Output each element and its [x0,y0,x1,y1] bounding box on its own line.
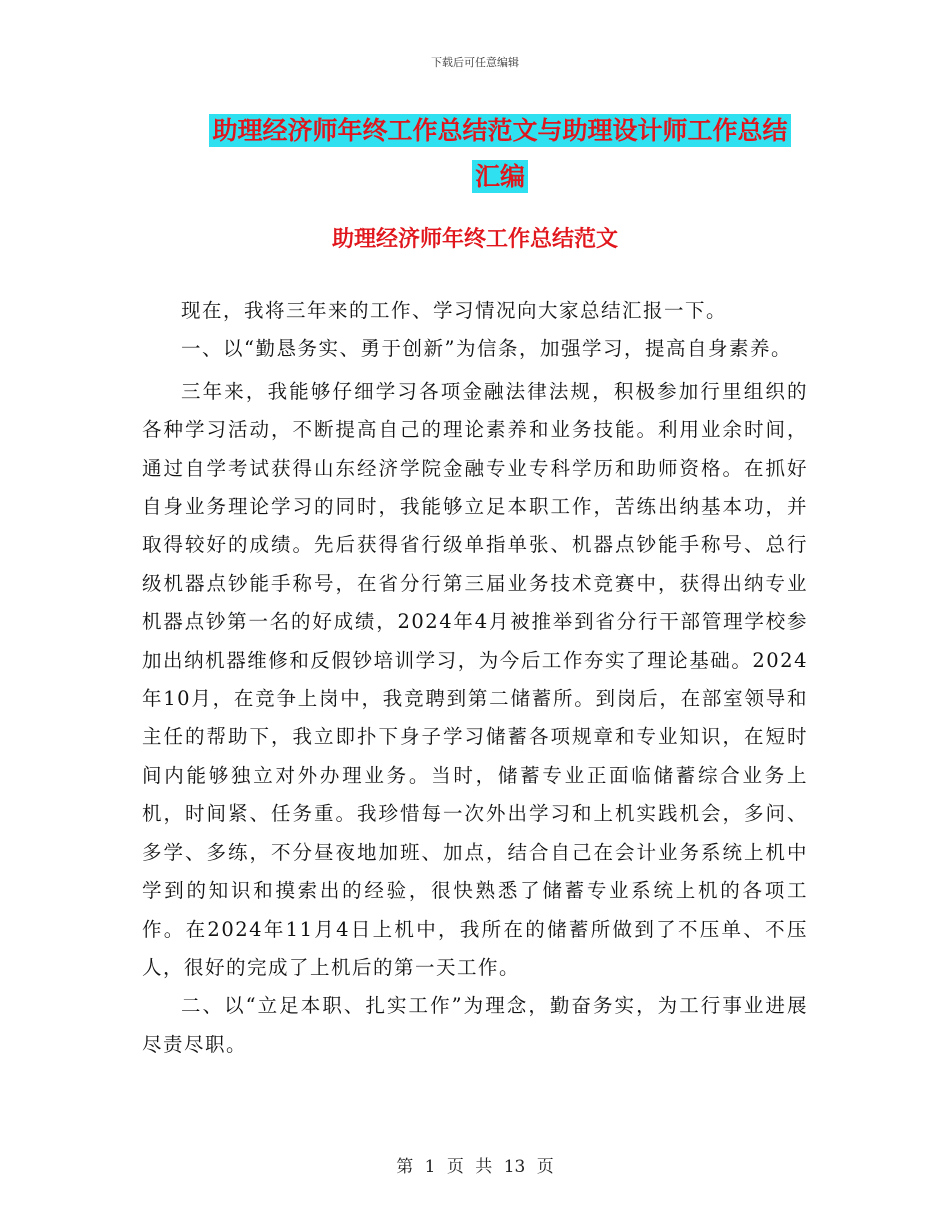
footer-current-page: 1 [424,1157,436,1177]
paragraph-heading-one: 一、以“勤恳务实、勇于创新”为信条，加强学习，提高自身素养。 [181,337,792,361]
paragraph-heading-two: 二、以“立足本职、扎实工作”为理念，勤奋务实，为工行事业进展尽责尽职。 [142,994,808,1056]
document-title-line-2: 汇编 [472,160,528,193]
footer-total-pages: 13 [503,1157,526,1177]
footer-label-of: 页 共 [446,1157,493,1177]
paragraph-main: 三年来，我能够仔细学习各项金融法律法规，积极参加行里组织的各种学习活动，不断提高自己的理论素养和业务技能。利用业余时间，通过自学考试获得山东经济学院金融专业专科学历和助师资格。在抓好自身业务理论学习的同时，我能够立足本职工作，苦练出纳基本功，并取得较好的成绩。先后获得省行级单指单张、机器点钞能手称号、总行级机器点钞能手称号，在省分行第三届业务技术竞赛中，获得出纳专业机器点钞第一名的好成绩，2024年4月被推举到省分行干部管理学校参加出纳机器维修和反假钞培训学习，为今后工作夯实了理论基础。2024年10月，在竞争上岗中，我竞聘到第二储蓄所。到岗后，在部室领导和主任的帮助下，我立即扑下身子学习储蓄各项规章和专业知识，在短时间内能够独立对外办理业务。当时，储蓄专业正面临储蓄综合业务上机，时间紧、任务重。我珍惜每一次外出学习和上机实践机会，多问、多学、多练，不分昼夜地加班、加点，结合自己在会计业务系统上机中学到的知识和摸索出的经验，很快熟悉了储蓄专业系统上机的各项工作。在2024年11月4日上机中，我所在的储蓄所做到了不压单、不压人，很好的完成了上机后的第一天工作。 [142,379,808,979]
document-title-line-1: 助理经济师年终工作总结范文与助理设计师工作总结 [209,114,790,147]
footer-label-page: 第 [396,1157,414,1177]
page-footer [0,1152,950,1177]
section-title: 助理经济师年终工作总结范文 [331,227,618,252]
paragraph-intro: 现在，我将三年来的工作、学习情况向大家总结汇报一下。 [181,299,728,322]
document-title [190,108,810,200]
footer-label-end: 页 [536,1157,554,1177]
body-text [142,292,808,1064]
header-note: 下载后可任意编辑 [431,56,519,69]
